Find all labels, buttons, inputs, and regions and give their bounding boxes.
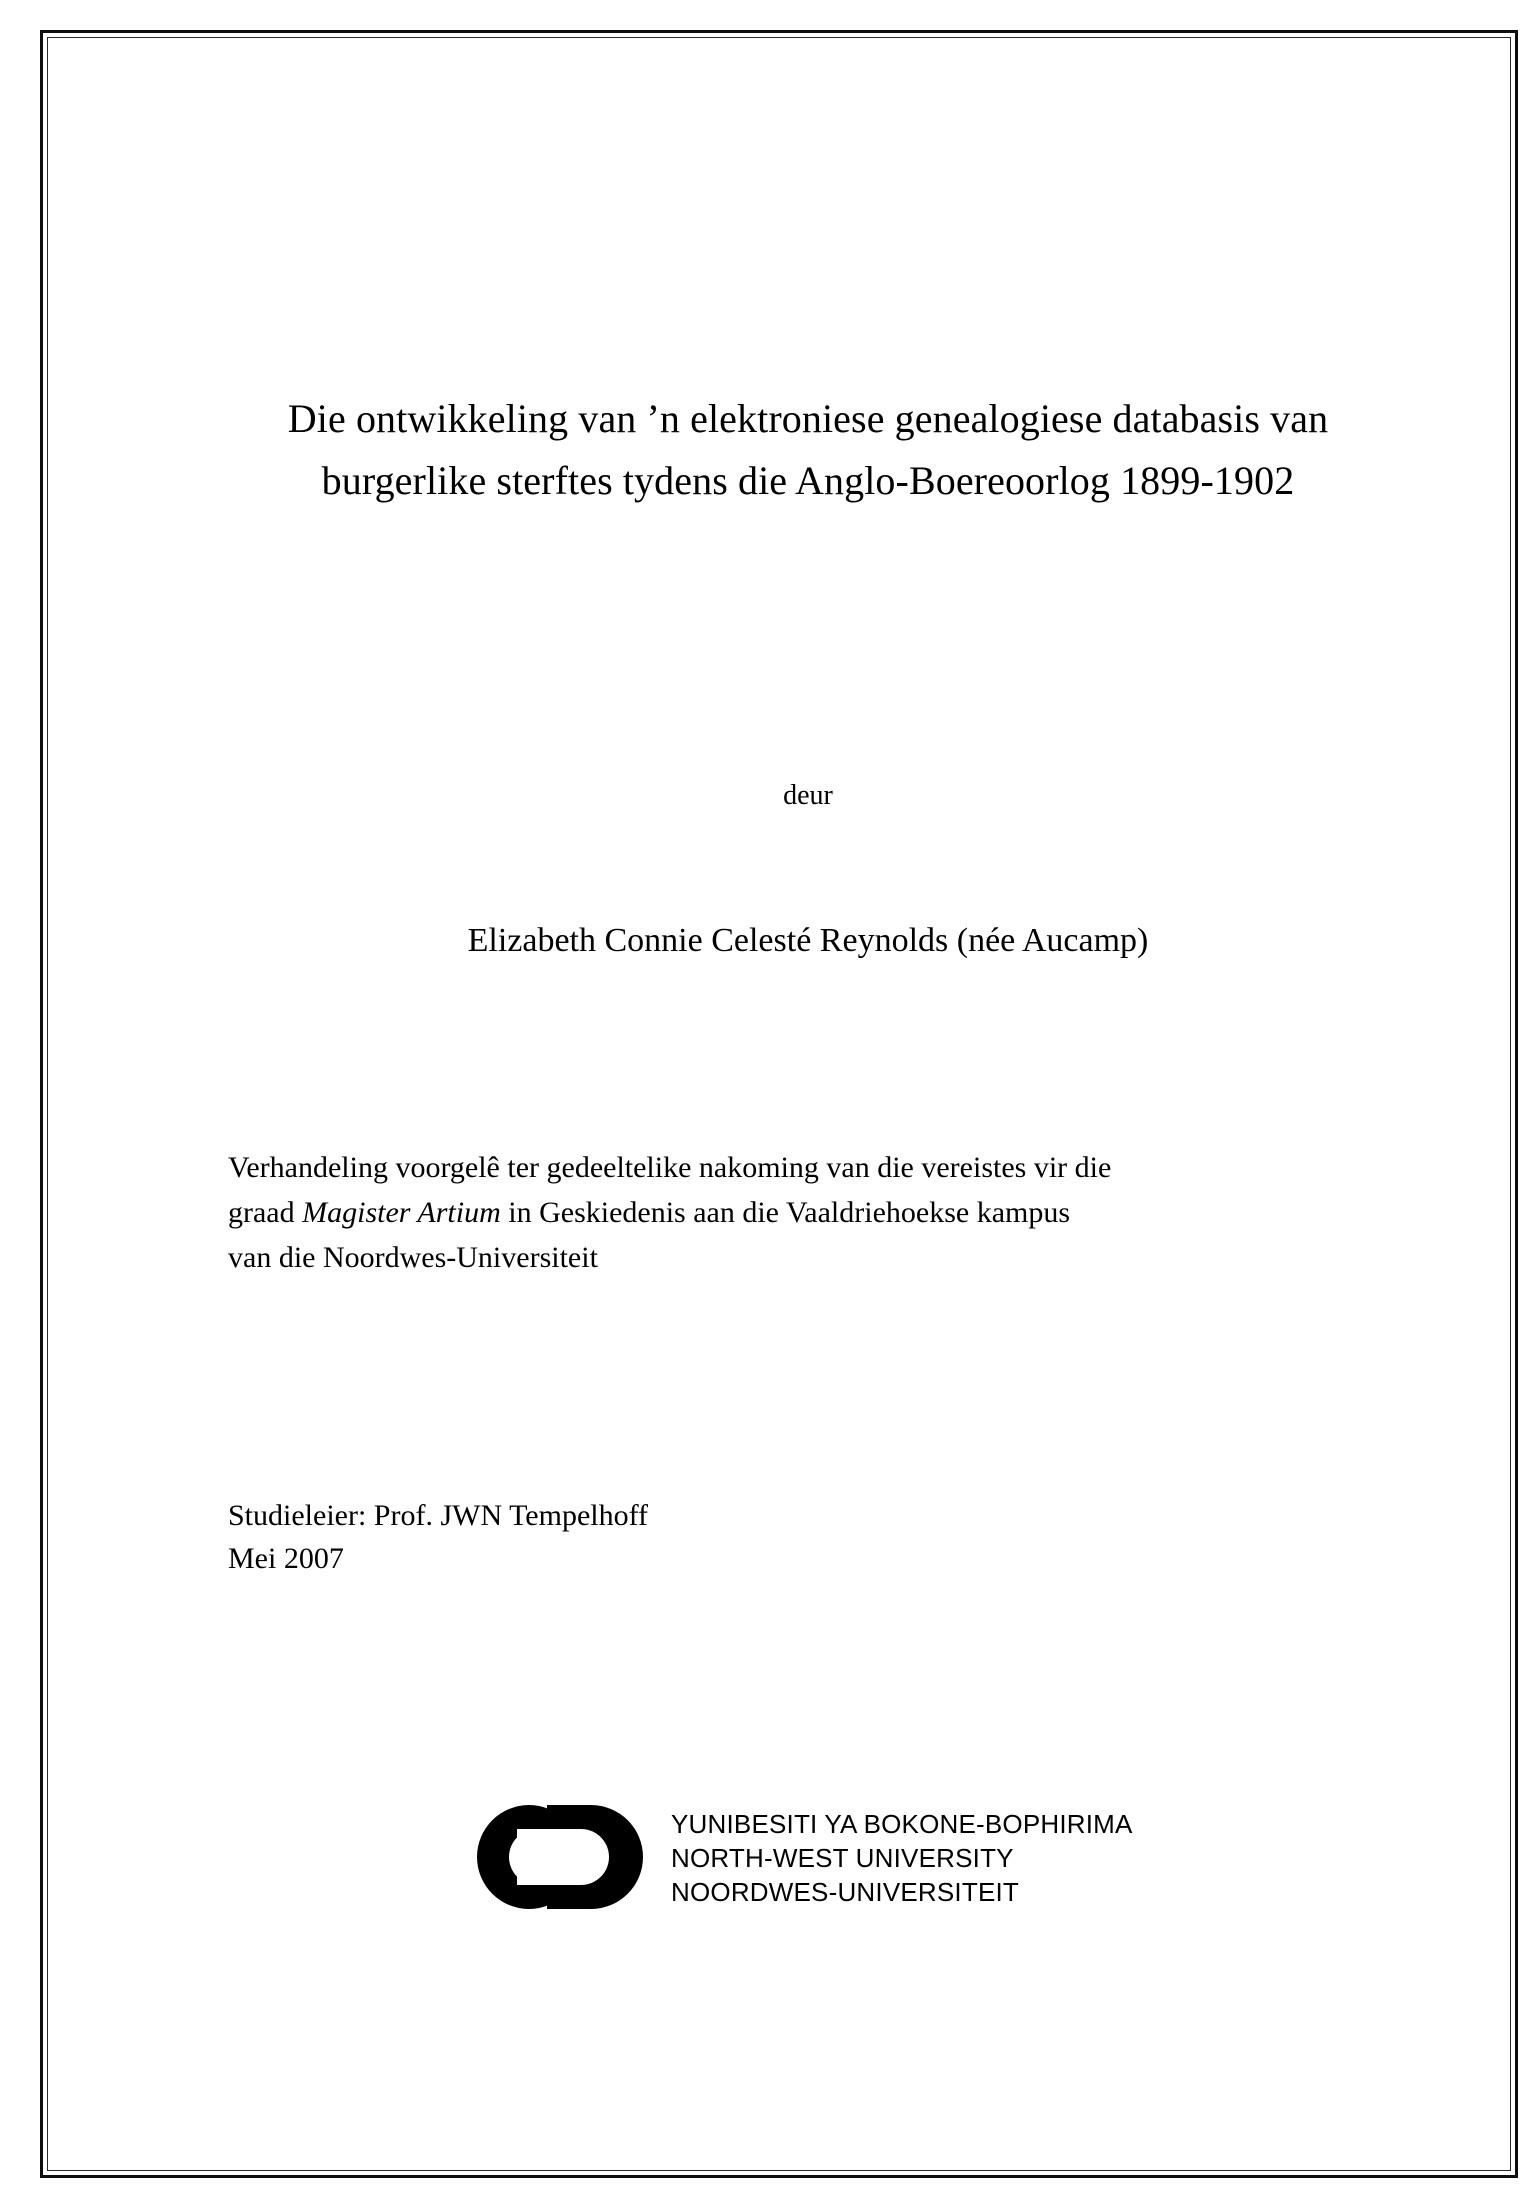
declaration-line-2 [228, 1190, 1388, 1235]
date-line: Mei 2007 [228, 1541, 344, 1575]
declaration-line-3: van die Noordwes-Universiteit [228, 1241, 598, 1274]
title-page-content [228, 388, 1388, 1580]
degree-name: Magister Artium [302, 1196, 501, 1229]
author-name: Elizabeth Connie Celesté Reynolds (née Aucamp) [467, 922, 1149, 959]
page-border-frame [40, 30, 1518, 2178]
supervisor-block [228, 1495, 1388, 1580]
university-logo-text [671, 1807, 1133, 1910]
supervisor-line: Studieleier: Prof. JWN Tempelhoff [228, 1499, 649, 1532]
logo-text-line-1: YUNIBESITI YA BOKONE-BOPHIRIMA [671, 1808, 1133, 1839]
north-west-university-logo-icon [473, 1799, 663, 1917]
title-line-1: Die ontwikkeling van ’n elektroniese genealogiese databasis van [287, 396, 1329, 441]
declaration-line-2-prefix: graad [228, 1196, 303, 1229]
degree-declaration [228, 1145, 1388, 1280]
declaration-line-1: Verhandeling voorgelê ter gedeeltelike nakoming van die vereistes vir die [228, 1151, 1112, 1184]
university-logo [473, 1788, 1153, 1928]
by-label: deur [783, 780, 833, 811]
logo-text-line-3: NOORDWES-UNIVERSITEIT [671, 1877, 1019, 1908]
logo-text-line-2: NORTH-WEST UNIVERSITY [671, 1842, 1014, 1873]
page-title [228, 388, 1388, 512]
declaration-line-2-suffix: in Geskiedenis aan die Vaaldriehoekse kampus [500, 1196, 1071, 1229]
title-line-2: burgerlike sterftes tydens die Anglo-Boereoorlog 1899-1902 [321, 458, 1295, 503]
